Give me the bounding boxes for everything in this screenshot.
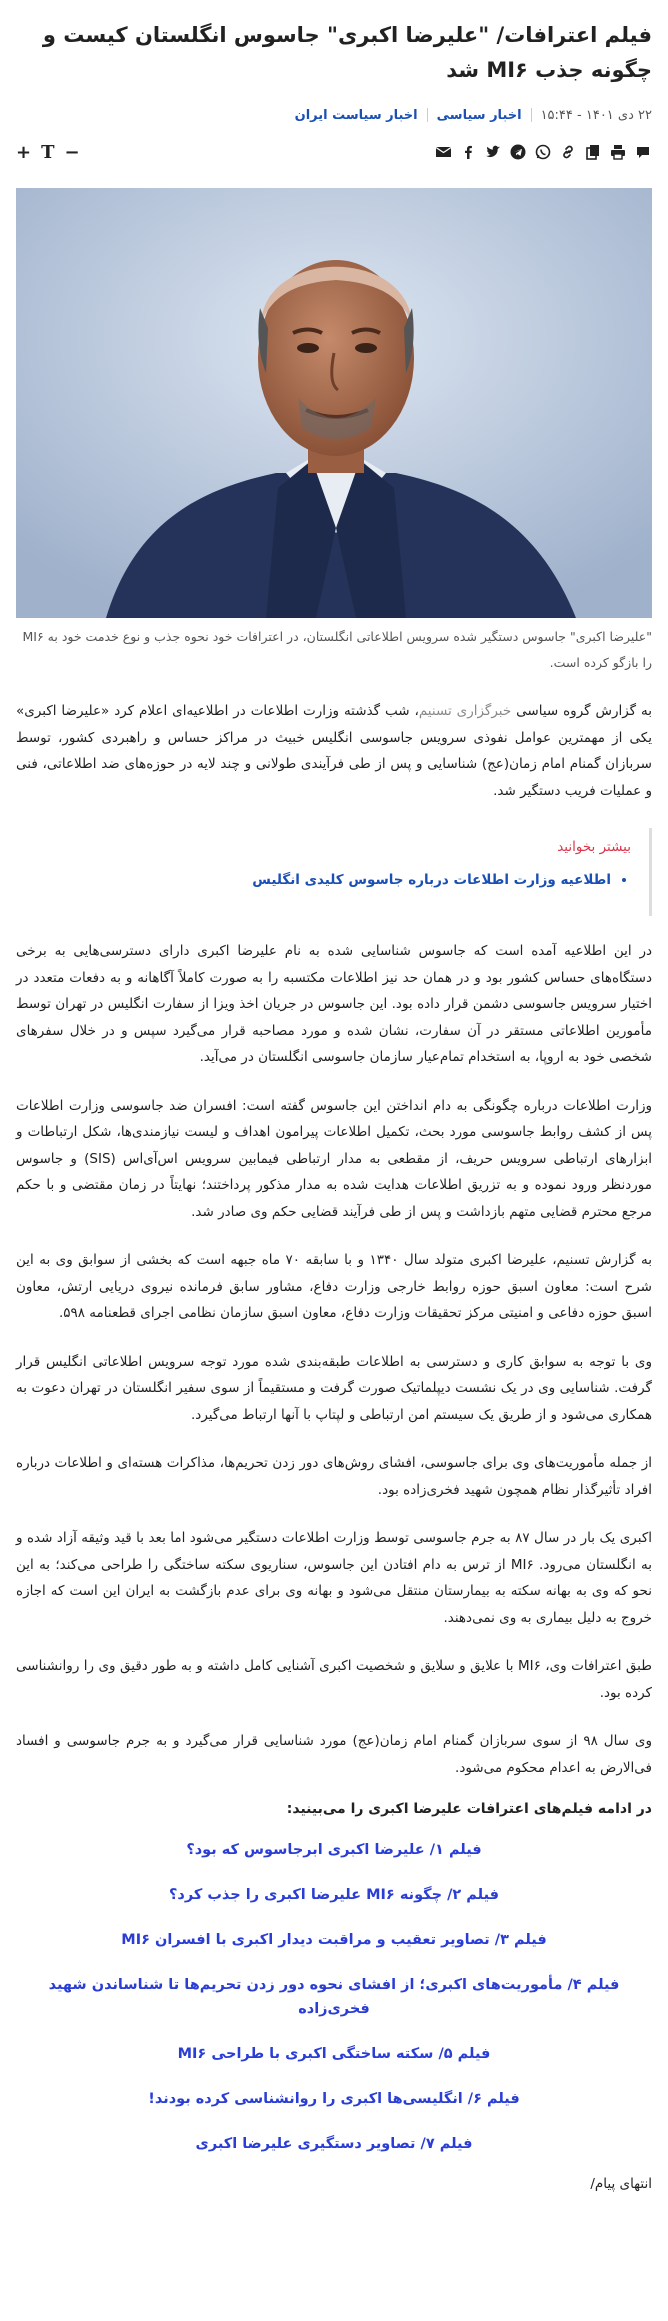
- font-size-controls: [16, 142, 80, 163]
- font-decrease-button[interactable]: −: [64, 141, 80, 163]
- film-link[interactable]: فیلم ۶/ انگلیسی‌ها اکبری را روانشناسی کرده بودند!: [148, 2091, 520, 2107]
- body-paragraph: وزارت اطلاعات درباره چگونگی به دام انداختن این جاسوس گفته است: افسران ضد جاسوسی وزارت اطلاعات پس از کشف روابط جاسوسی مورد بحث، تکمیل اطلاعات پیرامون اهداف و لیست نیازمندی‌ها، شکل ارتباطات و ابزارهای ارتباطی سرویس حریف، از مقطعی به مدار ارتباطی فیمابین سرویس اس‌آی‌اس (SIS) و جاسوس موردنظر ورود نموده و به تزریق اطلاعات هدایت شده به مدار مذکور پرداختند؛ نهایتاً در زمان مقتضی و با حکم مرجع محترم قضایی متهم بازداشت و پس از طی فرآیند قضایی حکم وی صادر شد.: [16, 1097, 653, 1220]
- films-list: [0, 1838, 668, 2156]
- film-link[interactable]: فیلم ۲/ چگونه MI۶ علیرضا اکبری را جذب کرد؟: [168, 1887, 500, 1903]
- related-link[interactable]: • اطلاعیه وزارت اطلاعات درباره جاسوس کلیدی انگلیس: [16, 872, 611, 888]
- film-link[interactable]: فیلم ۱/ علیرضا اکبری ابرجاسوس که بود؟: [186, 1842, 482, 1858]
- related-list: [16, 872, 631, 888]
- category-link-iran-politics[interactable]: اخبار سیاست ایران: [294, 107, 418, 123]
- whatsapp-icon[interactable]: [534, 143, 552, 161]
- film-link[interactable]: فیلم ۵/ سکته ساختگی اکبری با طراحی MI۶: [177, 2046, 491, 2062]
- telegram-icon[interactable]: [509, 143, 527, 161]
- article-image: [16, 188, 652, 618]
- print-icon[interactable]: [609, 143, 627, 161]
- body-paragraph: اکبری یک بار در سال ۸۷ به جرم جاسوسی توسط وزارت اطلاعات دستگیر می‌شود اما بعد با قید وثیقه آزاد شده و به انگلستان می‌رود. MI۶ از ترس به دام افتادن این جاسوس، سناریوی سکته ساختگی را طراحی می‌کند؛ به این نحو که وی به بهانه سکته به بیمارستان منتقل می‌شود و بهانه وی برای عدم بازگشت به ایران این است که اجازه خروج به دلیل بیماری به وی نمی‌دهند.: [16, 1530, 652, 1626]
- film-link[interactable]: فیلم ۴/ مأموریت‌های اکبری؛ از افشای نحوه دور زدن تحریم‌ها تا شناساندن شهید فخری‌زاده: [48, 1977, 620, 2017]
- body-paragraph: در این اطلاعیه آمده است که جاسوس شناسایی شده به نام علیرضا اکبری دارای دسترسی‌هایی به برخی دستگاه‌های حساس کشور بود و در همان حد نیز اطلاعات مکتسبه را به صورت کاملاً آگاهانه و به دفعات متعدد در اختیار سرویس جاسوسی دشمن قرار داده بود. این جاسوس در جریان اخذ ویزا از سفارت انگلیس در تهران توسط مأمورین اطلاعاتی مستقر در آن سفارت، نشان شده و مورد مصاحبه قرار می‌گیرد سپس و در خلال سفرهای شخصی خود به اروپا، به استخدام تمام‌عیار سازمان جاسوسی انگلستان در می‌آید.: [16, 943, 652, 1065]
- related-heading: بیشتر بخوانید: [557, 839, 631, 855]
- comment-icon[interactable]: [634, 143, 652, 161]
- body-paragraph: طبق اعترافات وی، MI۶ با علایق و سلایق و شخصیت اکبری آشنایی کامل داشته و به طور دقیق وی را روانشناسی کرده بود.: [16, 1658, 652, 1701]
- article-body-continued: [0, 938, 668, 1781]
- image-caption: "علیرضا اکبری" جاسوس دستگیر شده سرویس اطلاعاتی انگلستان، در اعترافات خود نحوه جذب و نوع خدمت خود به MI۶ را بازگو کرده است.: [22, 629, 652, 670]
- category-link-politics[interactable]: اخبار سیاسی: [436, 107, 522, 123]
- source-link[interactable]: خبرگزاری تسنیم: [418, 703, 512, 719]
- meta-divider: [531, 108, 532, 122]
- link-icon[interactable]: [559, 143, 577, 161]
- intro-text-rest: ، شب گذشته وزارت اطلاعات در اطلاعیه‌ای اعلام کرد «علیرضا اکبری» یکی از مهمترین عوامل نفوذی سرویس جاسوسی انگلیس خبیث در مراکز حساس و راهبردی کشور، توسط سربازان گمنام امام زمان(عج) شناسایی و پس از طی فرآیندی طولانی و چند لایه در حوزه‌های ضد اطلاعاتی، فنی و عملیات فریب دستگیر شد.: [16, 703, 652, 799]
- font-size-icon: T: [41, 141, 55, 163]
- body-paragraph: به گزارش تسنیم، علیرضا اکبری متولد سال ۱۳۴۰ و با سابقه ۷۰ ماه جبهه است که بخشی از سوابق وی به این شرح است: معاون اسبق حوزه روابط خارجی وزارت دفاع، مشاور سابق فرمانده نیروی دریایی ارتش، معاون اسبق حوزه دفاعی و امنیتی مرکز تحقیقات وزارت دفاع، معاون اسبق سازمان نظامی اجرای قطعنامه ۵۹۸.: [16, 1252, 652, 1321]
- related-box: [16, 828, 652, 916]
- copy-icon[interactable]: [584, 143, 602, 161]
- article-body: [0, 698, 668, 804]
- publish-date: ۲۲ دی ۱۴۰۱ - ۱۵:۴۴: [540, 107, 652, 123]
- end-of-message: انتهای پیام/: [590, 2176, 652, 2192]
- intro-text-start: به گزارش گروه سیاسی: [511, 703, 652, 719]
- article-title: فیلم اعترافات/ "علیرضا اکبری" جاسوس انگلستان کیست و چگونه جذب MI۶ شد: [42, 23, 652, 82]
- film-link[interactable]: فیلم ۳/ تصاویر تعقیب و مراقبت دیدار اکبری با افسران MI۶: [121, 1932, 547, 1948]
- email-icon[interactable]: [434, 143, 452, 161]
- article-meta: [0, 88, 668, 124]
- font-increase-button[interactable]: +: [16, 141, 32, 163]
- film-link[interactable]: فیلم ۷/ تصاویر دستگیری علیرضا اکبری: [195, 2136, 473, 2152]
- facebook-icon[interactable]: [459, 143, 477, 161]
- films-heading: در ادامه فیلم‌های اعترافات علیرضا اکبری را می‌بینید:: [286, 1801, 652, 1817]
- twitter-icon[interactable]: [484, 143, 502, 161]
- body-paragraph: وی با توجه به سوابق کاری و دسترسی به اطلاعات طبقه‌بندی شده مورد توجه سرویس اطلاعاتی انگلیس قرار گرفت. شناسایی وی در یک نشست دیپلماتیک صورت گرفت و مستقیماً از سوی سفیر انگلستان در تهران دعوت به همکاری می‌شود و از طریق یک سیستم امن ارتباطی و لپتاپ با آنها ارتباط می‌گیرد.: [16, 1353, 652, 1423]
- article-toolbar: [0, 124, 668, 164]
- meta-divider: [427, 108, 428, 122]
- body-paragraph: وی سال ۹۸ از سوی سربازان گمنام امام زمان(عج) مورد شناسایی قرار می‌گیرد و به جرم جاسوسی و افساد فی‌الارض به اعدام محکوم می‌شود.: [16, 1733, 653, 1776]
- share-bar: [434, 143, 652, 161]
- intro-paragraph: [16, 698, 652, 804]
- body-paragraph: از جمله مأموریت‌های وی برای جاسوسی، افشای روش‌های دور زدن تحریم‌ها، مذاکرات هسته‌ای و اطلاعات درباره افراد تأثیرگذار نظام همچون شهید فخری‌زاده بود.: [16, 1455, 652, 1498]
